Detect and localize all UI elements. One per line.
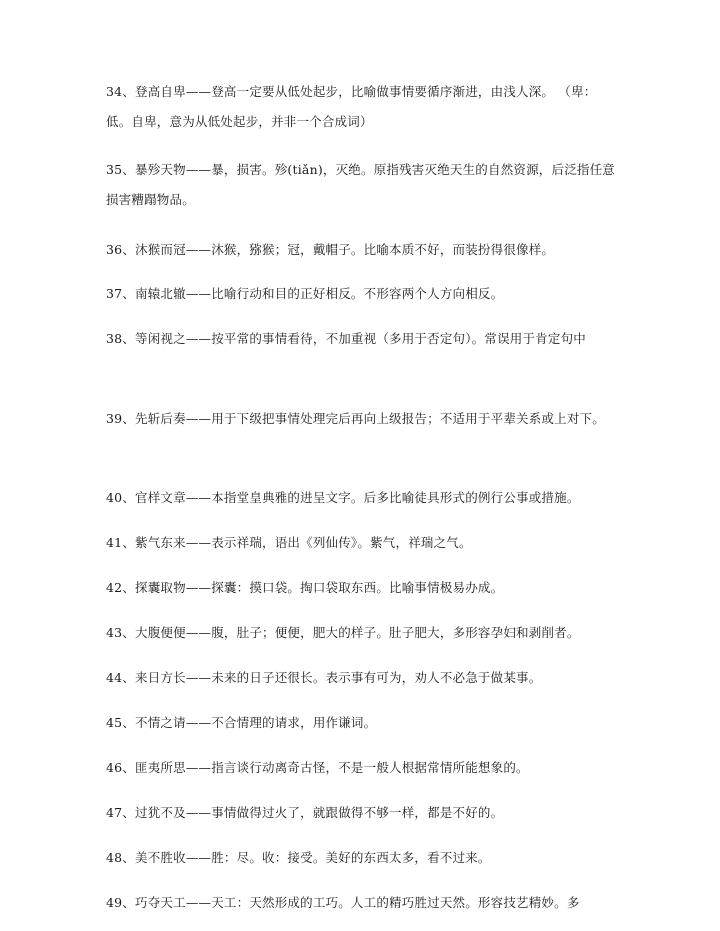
entry-text: 沐猴而冠——沐猴，猕猴；冠，戴帽子。比喻本质不好，而装扮得很像样。 [135,241,555,257]
entry-text: 先斩后奏——用于下级把事情处理完后再向上级报告；不适用于平辈关系或上对下。 [135,410,605,426]
entry-44 [106,663,618,693]
entry-number: 36、 [106,241,136,257]
entry-text: 等闲视之——按平常的事情看待，不加重视（多用于否定句）。常误用于肯定句中 [135,330,586,346]
entry-text: 南辕北辙——比喻行动和目的正好相反。不形容两个人方向相反。 [135,285,504,301]
entry-34 [106,77,618,137]
entry-text: 匪夷所思——指言谈行动离奇古怪，不是一般人根据常情所能想象的。 [135,759,529,775]
entry-49 [106,888,618,918]
entry-40 [106,483,618,513]
entry-36 [106,235,618,265]
entry-text: 来日方长——未来的日子还很长。表示事有可为，劝人不必急于做某事。 [135,669,542,685]
entry-text: 过犹不及——事情做得过火了，就跟做得不够一样，都是不好的。 [135,804,504,820]
entry-number: 47、 [106,804,136,820]
entry-39 [106,404,618,434]
entry-number: 38、 [106,330,136,346]
entry-number: 39、 [106,410,136,426]
entry-text: 探囊取物——探囊：摸口袋。掏口袋取东西。比喻事情极易办成。 [135,579,504,595]
entry-text: 不情之请——不合情理的请求，用作谦词。 [135,714,377,730]
entry-number: 44、 [106,669,136,685]
entry-number: 41、 [106,534,136,550]
entry-48 [106,843,618,873]
entry-number: 48、 [106,849,136,865]
entry-text: 紫气东来——表示祥瑞，语出《列仙传》。紫气，祥瑞之气。 [135,534,472,550]
entry-number: 46、 [106,759,136,775]
entry-37 [106,279,618,309]
entry-number: 45、 [106,714,136,730]
entry-number: 43、 [106,624,136,640]
entry-text: 暴殄天物——暴，损害。殄(tiǎn)，灭绝。原指残害灭绝天生的自然资源，后泛指任意损害糟蹋物品。 [106,161,615,207]
entry-46 [106,753,618,783]
entry-42 [106,573,618,603]
entry-text: 美不胜收——胜：尽。收：接受。美好的东西太多，看不过来。 [135,849,491,865]
entry-text: 登高自卑——登高一定要从低处起步，比喻做事情要循序渐进，由浅人深。 （卑：低。自卑，意为从低处起步，并非一个合成词） [106,83,597,129]
entry-text: 巧夺天工——天工：天然形成的工巧。人工的精巧胜过天然。形容技艺精妙。多 [135,894,580,910]
entry-text: 大腹便便——腹，肚子；便便，肥大的样子。肚子肥大，多形容孕妇和剥削者。 [135,624,580,640]
entry-43 [106,618,618,648]
entry-41 [106,528,618,558]
entry-number: 49、 [106,894,136,910]
entry-text: 官样文章——本指堂皇典雅的进呈文字。后多比喻徒具形式的例行公事或措施。 [135,489,580,505]
entry-number: 37、 [106,285,136,301]
entry-47 [106,798,618,828]
entry-38 [106,324,618,354]
entry-35 [106,155,618,215]
entry-number: 40、 [106,489,136,505]
entry-number: 42、 [106,579,136,595]
entry-45 [106,708,618,738]
entry-number: 35、 [106,161,136,177]
entry-number: 34、 [106,83,136,99]
